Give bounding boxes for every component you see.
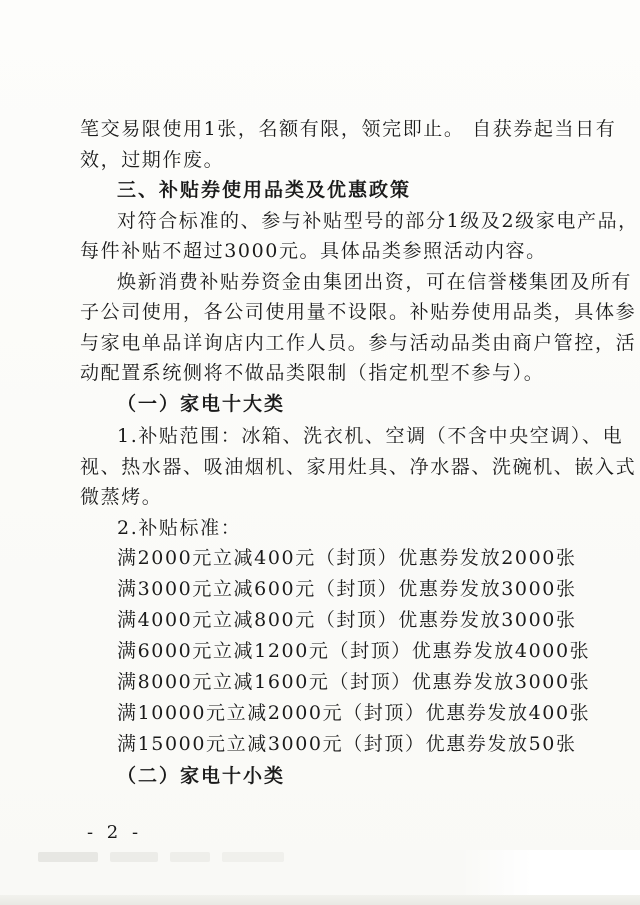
scan-bleed-mark bbox=[38, 852, 98, 862]
body-line-7: 子公司使用，各公司使用量不设限。补贴券使用品类，具体参 bbox=[80, 301, 637, 323]
section-heading-3: 三、补贴券使用品类及优惠政策 bbox=[117, 179, 412, 201]
subsidy-tier-4: 满6000元立减1200元（封顶）优惠券发放4000张 bbox=[117, 640, 591, 662]
subsection-heading-2: （二）家电十小类 bbox=[117, 765, 286, 787]
body-line-11: 1.补贴范围：冰箱、洗衣机、空调（不含中央空调）、电 bbox=[117, 425, 624, 447]
body-line-8: 与家电单品详询店内工作人员。参与活动品类由商户管控，活 bbox=[80, 332, 637, 354]
body-line-14: 2.补贴标准： bbox=[117, 517, 242, 539]
body-line-6: 焕新消费补贴券资金由集团出资，可在信誉楼集团及所有 bbox=[117, 271, 633, 293]
body-line-12: 视、热水器、吸油烟机、家用灶具、净水器、洗碗机、嵌入式 bbox=[80, 456, 637, 478]
scan-bleed-mark bbox=[222, 852, 284, 862]
subsidy-tier-7: 满15000元立减3000元（封顶）优惠券发放50张 bbox=[117, 733, 577, 755]
body-line-4: 对符合标准的、参与补贴型号的部分1级及2级家电产品， bbox=[117, 210, 639, 232]
body-line-13: 微蒸烤。 bbox=[80, 486, 163, 508]
subsidy-tier-6: 满10000元立减2000元（封顶）优惠券发放400张 bbox=[117, 702, 591, 724]
subsection-heading-1: （一）家电十大类 bbox=[117, 393, 286, 415]
body-line-9: 动配置系统侧将不做品类限制（指定机型不参与）。 bbox=[80, 362, 545, 384]
subsidy-tier-1: 满2000元立减400元（封顶）优惠券发放2000张 bbox=[117, 547, 577, 569]
body-line-5: 每件补贴不超过3000元。具体品类参照活动内容。 bbox=[80, 240, 547, 262]
scan-bleed-mark bbox=[170, 852, 210, 862]
page-number: - 2 - bbox=[87, 822, 143, 843]
body-line-2: 效，过期作废。 bbox=[80, 149, 225, 171]
subsidy-tier-5: 满8000元立减1600元（封顶）优惠券发放3000张 bbox=[117, 671, 591, 693]
body-line-1: 笔交易限使用1张，名额有限，领完即止。 自获券起当日有 bbox=[80, 118, 617, 140]
page-bottom-edge bbox=[0, 895, 640, 905]
subsidy-tier-2: 满3000元立减600元（封顶）优惠券发放3000张 bbox=[117, 578, 577, 600]
scan-bleed-mark bbox=[110, 852, 158, 862]
subsidy-tier-3: 满4000元立减800元（封顶）优惠券发放3000张 bbox=[117, 609, 577, 631]
